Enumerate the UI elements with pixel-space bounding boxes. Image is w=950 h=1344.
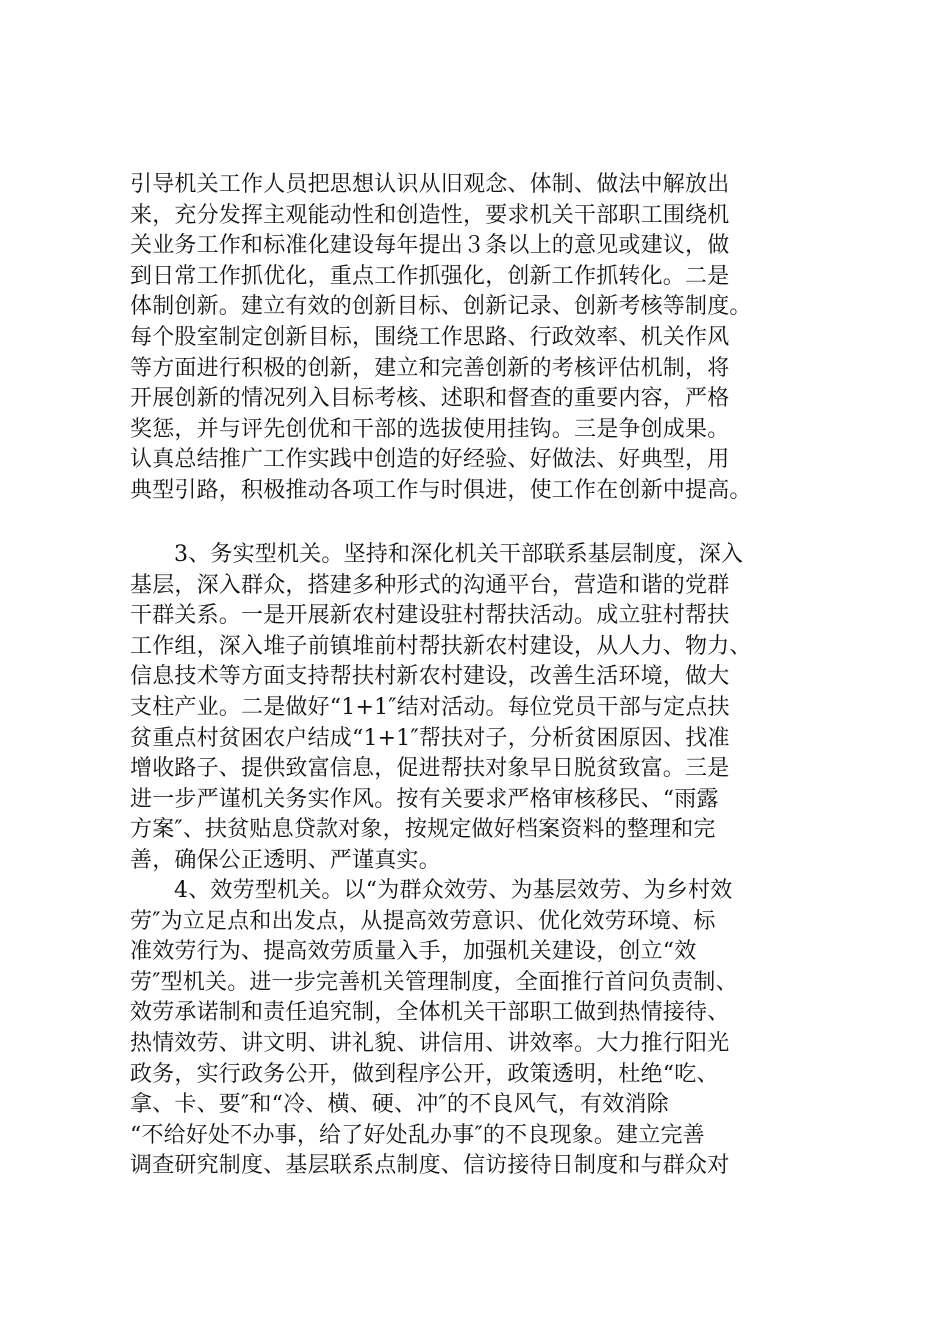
text-line: 支柱产业。二是做好“1+1″结对活动。每位党员干部与定点扶 — [130, 694, 730, 720]
text-line: 关业务工作和标准化建设每年提出３条以上的意见或建议，做 — [130, 233, 730, 259]
text-line: 贫重点村贫困农户结成“1+1″帮扶对子，分析贫困原因、找准 — [130, 725, 730, 751]
text-line: 劳″为立足点和出发点，从提高效劳意识、优化效劳环境、标 — [130, 908, 716, 934]
text-line: 基层，深入群众，搭建多种形式的沟通平台，营造和谐的党群 — [130, 572, 730, 598]
text-line: 效劳承诺制和责任追究制，全体机关干部职工做到热情接待、 — [130, 1000, 730, 1026]
text-line: 到日常工作抓优化，重点工作抓强化，创新工作抓转化。二是 — [130, 263, 730, 289]
text-line: 增收路子、提供致富信息，促进帮扶对象早日脱贫致富。三是 — [130, 756, 730, 782]
text-line: 热情效劳、讲文明、讲礼貌、讲信用、讲效率。大力推行阳光 — [130, 1030, 730, 1056]
text-line: 拿、卡、要″和“冷、横、硬、冲″的不良风气，有效消除 — [130, 1092, 669, 1118]
text-line: 政务，实行政务公开，做到程序公开，政策透明，杜绝“吃、 — [130, 1061, 719, 1087]
text-line: 每个股室制定创新目标，围绕工作思路、行政效率、机关作风 — [130, 324, 730, 350]
text-line: 来，充分发挥主观能动性和创造性，要求机关干部职工围绕机 — [130, 202, 730, 228]
text-line: 引导机关工作人员把思想认识从旧观念、体制、做法中解放出 — [130, 172, 730, 197]
text-line: “不给好处不办事，给了好处乱办事″的不良现象。建立完善 — [130, 1122, 705, 1148]
text-line: 方案″、扶贫贴息贷款对象，按规定做好档案资料的整理和完 — [130, 817, 716, 843]
paragraph-practical-organ — [130, 540, 830, 877]
paragraph-service-organ — [130, 876, 830, 1182]
text-line: 工作组，深入堆子前镇堆前村帮扶新农村建设，从人力、物力、 — [130, 633, 752, 659]
text-line: 等方面进行积极的创新，建立和完善创新的考核评估机制，将 — [130, 355, 730, 381]
text-line: 调查研究制度、基层联系点制度、信访接待日制度和与群众对 — [130, 1153, 730, 1179]
text-line: 开展创新的情况列入目标考核、述职和督查的重要内容，严格 — [130, 386, 730, 412]
text-line: 干群关系。一是开展新农村建设驻村帮扶活动。成立驻村帮扶 — [130, 603, 730, 629]
text-line: 典型引路，积极推动各项工作与时俱进，使工作在创新中提高。 — [130, 477, 752, 503]
text-line: 认真总结推广工作实践中创造的好经验、好做法、好典型，用 — [130, 447, 730, 473]
text-line: 劳″型机关。进一步完善机关管理制度，全面推行首问负责制、 — [130, 969, 738, 995]
paragraph-innovation — [130, 170, 830, 507]
text-line: 4、效劳型机关。以“为群众效劳、为基层效劳、为乡村效 — [174, 878, 733, 903]
text-line: 奖惩，并与评先创优和干部的选拔使用挂钩。三是争创成果。 — [130, 416, 730, 442]
text-line: 善，确保公正透明、严谨真实。 — [130, 847, 441, 873]
text-line: 3、务实型机关。坚持和深化机关干部联系基层制度，深入 — [174, 542, 744, 567]
text-line: 信息技术等方面支持帮扶村新农村建设，改善生活环境，做大 — [130, 664, 730, 690]
text-line: 进一步严谨机关务实作风。按有关要求严格审核移民、“雨露 — [130, 786, 719, 812]
text-line: 体制创新。建立有效的创新目标、创新记录、创新考核等制度。 — [130, 294, 752, 320]
text-line: 准效劳行为、提高效劳质量入手，加强机关建设，创立“效 — [130, 939, 697, 965]
